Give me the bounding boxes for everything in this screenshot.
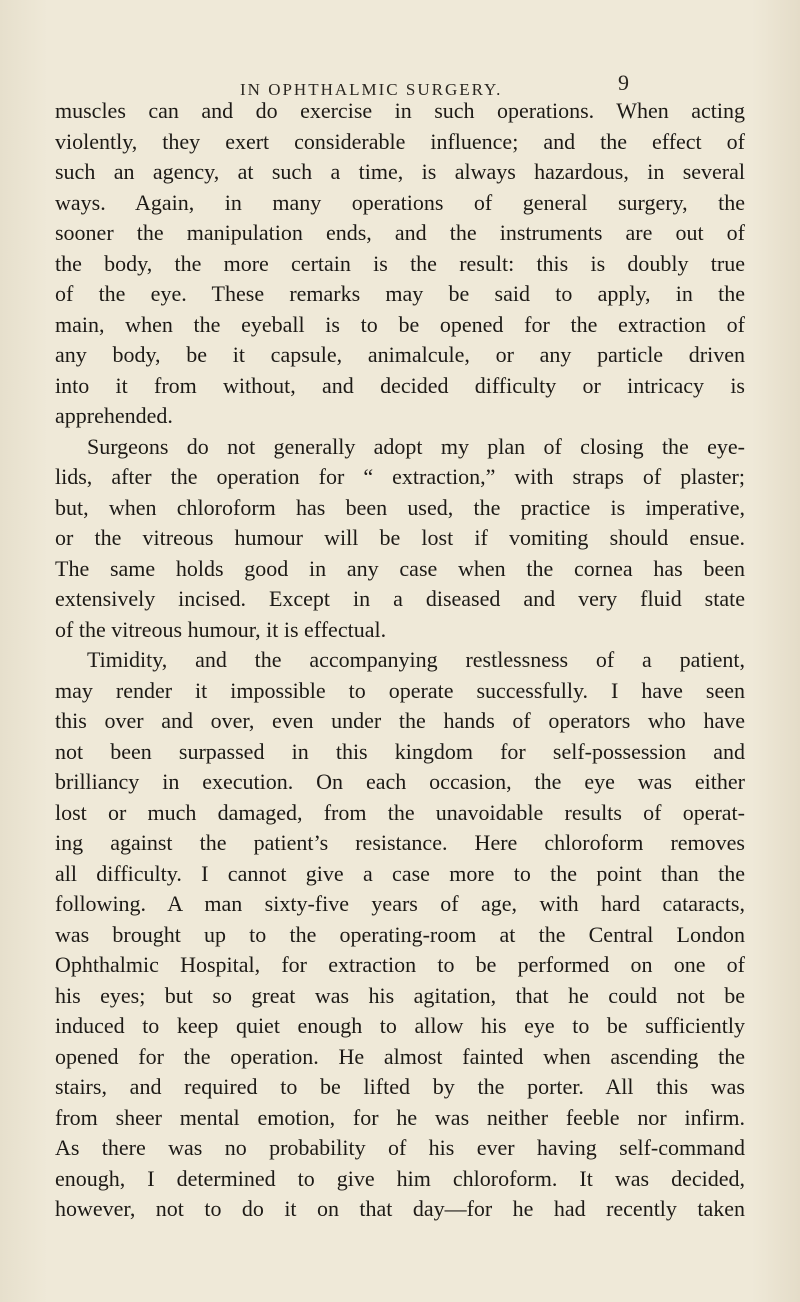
text-line: or the vitreous humour will be lost if vomiting should ensue.	[55, 525, 745, 550]
text-line: Timidity, and the accompanying restlessness of a patient,	[87, 647, 745, 672]
text-line: of the vitreous humour, it is effectual.	[55, 616, 387, 642]
text-line: lost or much damaged, from the unavoidable results of operat-	[55, 799, 745, 825]
text-line: lids, after the operation for “ extraction,” with straps of plaster;	[55, 464, 745, 489]
text-line: of the eye. These remarks may be said to apply, in the	[55, 281, 745, 306]
text-line: ing against the patient’s resistance. Here chloroform removes	[55, 830, 745, 855]
text-line: Surgeons do not generally adopt my plan of closing the eye-	[87, 433, 745, 459]
text-line: the body, the more certain is the result: this is doubly true	[55, 250, 745, 276]
text-line: this over and over, even under the hands of operators who have	[55, 708, 745, 733]
text-line: but, when chloroform has been used, the practice is imperative,	[55, 494, 745, 520]
text-line: his eyes; but so great was his agitation, that he could not be	[55, 982, 745, 1008]
page-number: 9	[618, 70, 629, 95]
text-line: Ophthalmic Hospital, for extraction to be performed on one of	[55, 952, 745, 977]
text-line: muscles can and do exercise in such operations. When acting	[55, 98, 745, 123]
text-line: any body, be it capsule, animalcule, or any particle driven	[55, 342, 745, 367]
text-line: may render it impossible to operate successfully. I have seen	[55, 677, 745, 703]
text-line: apprehended.	[55, 403, 173, 428]
text-line: such an agency, at such a time, is always hazardous, in several	[55, 159, 745, 184]
text-line: The same holds good in any case when the cornea has been	[55, 555, 745, 581]
text-line: stairs, and required to be lifted by the porter. All this was	[55, 1074, 745, 1099]
text-line: As there was no probability of his ever having self-command	[55, 1135, 745, 1160]
text-line: was brought up to the operating-room at the Central London	[55, 921, 745, 947]
text-line: induced to keep quiet enough to allow his eye to be sufficiently	[55, 1013, 745, 1038]
text-line: not been surpassed in this kingdom for self-possession and	[55, 738, 745, 764]
text-line: extensively incised. Except in a diseased and very fluid state	[55, 586, 745, 611]
text-line: enough, I determined to give him chloroform. It was decided,	[55, 1165, 745, 1191]
text-line: violently, they exert considerable influence; and the effect of	[55, 128, 745, 154]
text-line: all difficulty. I cannot give a case more to the point than the	[55, 860, 745, 886]
text-line: into it from without, and decided difficulty or intricacy is	[55, 372, 745, 398]
text-line: however, not to do it on that day—for he had recently taken	[55, 1196, 745, 1221]
running-title: IN OPHTHALMIC SURGERY.	[240, 80, 503, 99]
text-line: from sheer mental emotion, for he was neither feeble nor infirm.	[55, 1104, 745, 1130]
text-line: brilliancy in execution. On each occasion, the eye was either	[55, 769, 745, 794]
text-line: sooner the manipulation ends, and the instruments are out of	[55, 220, 745, 245]
text-line: opened for the operation. He almost fainted when ascending the	[55, 1043, 745, 1069]
text-line: main, when the eyeball is to be opened for the extraction of	[55, 311, 745, 337]
text-line: following. A man sixty-five years of age, with hard cataracts,	[55, 891, 745, 916]
body-text	[55, 96, 745, 1225]
text-line: ways. Again, in many operations of general surgery, the	[55, 189, 745, 215]
